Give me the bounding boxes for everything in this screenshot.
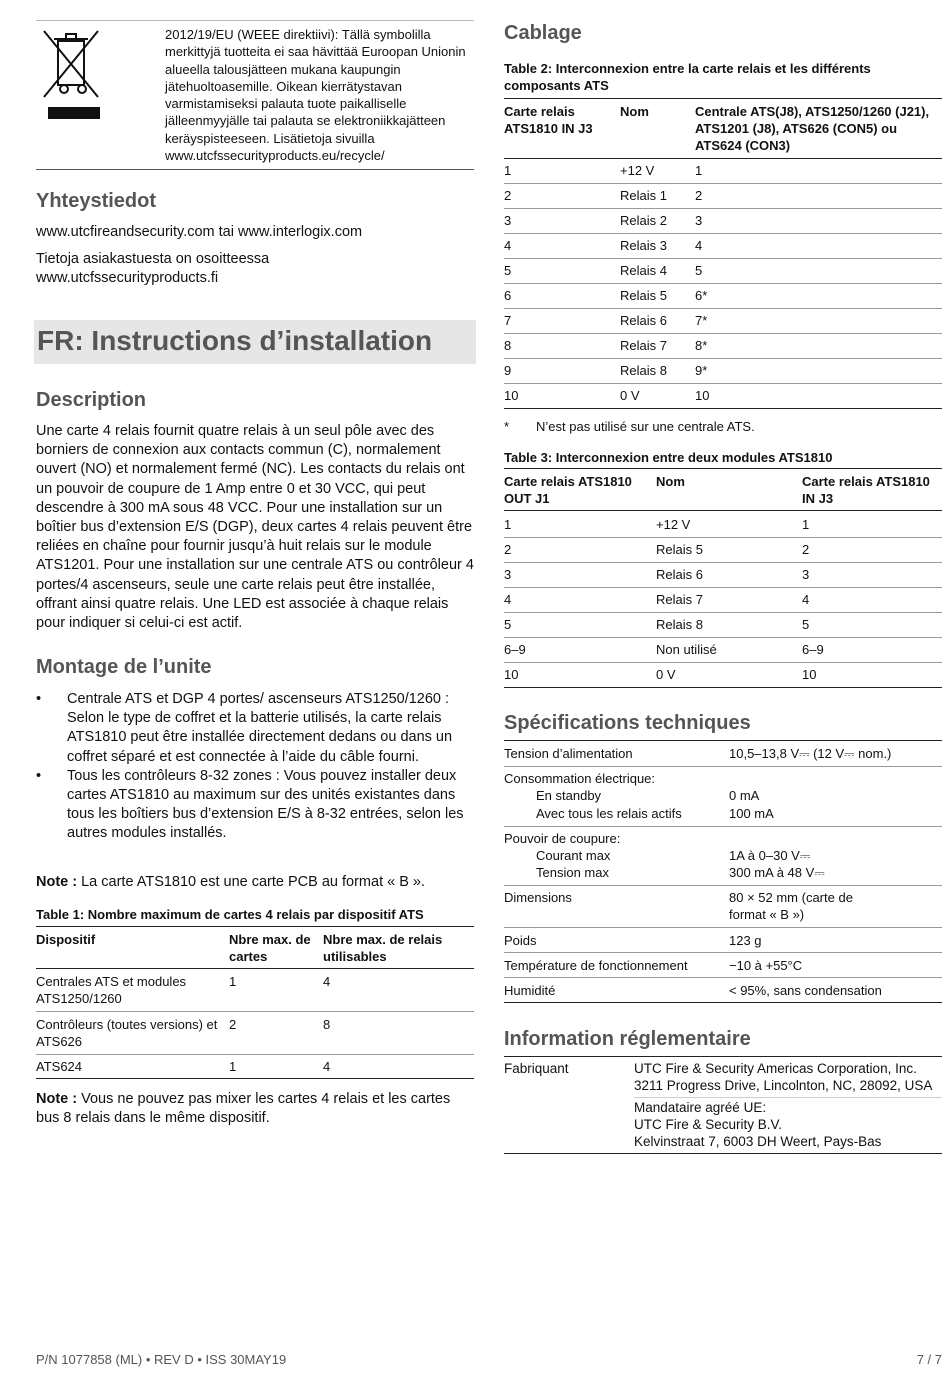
fr-title-bar <box>34 320 476 364</box>
contact-heading: Yhteystiedot <box>36 190 157 212</box>
list-item: • Centrale ATS et DGP 4 portes/ ascenseurs ATS1250/1260 : Selon le type de coffret et la batterie utilisés, la carte relais ATS1810 peut être installée directement dedans ou dans un coffret séparé et est connectée à l’aide du câble fourni. <box>36 690 468 767</box>
montage-note <box>36 873 474 892</box>
contact-support: Tietoja asiakastuesta on osoitteessa www.utcfssecurityproducts.fi <box>36 251 270 287</box>
table-cell: Relais 3 <box>620 238 667 253</box>
table-cell: 7* <box>695 313 708 328</box>
table2-header: Nom <box>620 104 649 119</box>
montage-heading: Montage de l’unite <box>36 656 212 678</box>
table-cell: 4 <box>695 238 703 253</box>
table-cell: Relais 4 <box>620 263 667 278</box>
specs-heading: Spécifications techniques <box>504 712 751 734</box>
divider <box>504 358 942 359</box>
spec-label: Humidité <box>504 983 556 998</box>
table-cell: 1 <box>802 517 810 532</box>
reg-label: Fabriquant <box>504 1061 569 1076</box>
table-cell: 2 <box>695 188 703 203</box>
divider <box>504 208 942 209</box>
divider <box>504 740 942 741</box>
table-cell: 5 <box>802 617 810 632</box>
table-cell: 2 <box>504 188 512 203</box>
table-cell: 4 <box>504 592 512 607</box>
table-cell: 9 <box>504 363 512 378</box>
table-cell: Relais 6 <box>620 313 667 328</box>
spec-label: Tension d’alimentation <box>504 746 633 761</box>
spec-label: Consommation électrique: <box>504 771 656 786</box>
table-cell: 9* <box>695 363 708 378</box>
table-cell: 1 <box>504 163 512 178</box>
divider <box>504 562 942 563</box>
table-cell: 4 <box>323 1059 331 1074</box>
table-cell: 3 <box>504 213 512 228</box>
spec-value: −10 à +55°C <box>729 958 803 973</box>
table-cell: 3 <box>504 567 512 582</box>
reg-line: 3211 Progress Drive, Lincolnton, NC, 28092, USA <box>634 1078 933 1093</box>
divider <box>504 927 942 928</box>
divider <box>504 510 942 511</box>
divider <box>504 408 942 409</box>
table3-header: Carte relais ATS1810 OUT J1 <box>504 474 632 506</box>
footer-page-number: 7 / 7 <box>916 1352 942 1367</box>
table1-note <box>36 1090 474 1128</box>
note-text: La carte ATS1810 est une carte PCB au format « B ». <box>77 874 426 890</box>
table-cell: 1 <box>229 974 237 989</box>
note-text: Vous ne pouvez pas mixer les cartes 4 relais et les cartes bus 8 relais dans le même dispositif. <box>36 1091 451 1127</box>
table-cell: 1 <box>229 1059 237 1074</box>
table-cell: 10 <box>504 388 519 403</box>
table-cell: Relais 7 <box>620 338 667 353</box>
spec-value: 80 × 52 mm (carte de format « B ») <box>729 890 853 922</box>
divider <box>504 662 942 663</box>
table-cell: 6 <box>504 288 512 303</box>
spec-sublabel: Courant max <box>536 848 611 863</box>
table-cell: Relais 5 <box>620 288 667 303</box>
spec-sublabel: En standby <box>536 788 602 803</box>
divider <box>504 333 942 334</box>
description-heading: Description <box>36 389 147 411</box>
table2-caption: Table 2: Interconnexion entre la carte relais et les différents composants ATS <box>504 61 871 93</box>
divider <box>504 587 942 588</box>
spec-value: 123 g <box>729 933 762 948</box>
table-cell: 7 <box>504 313 512 328</box>
fr-title: FR: Instructions d’installation <box>37 325 433 356</box>
table-cell: 8* <box>695 338 708 353</box>
reg-heading: Information réglementaire <box>504 1028 751 1050</box>
reg-line: Mandataire agréé UE: <box>634 1100 767 1115</box>
contact-websites: www.utcfireandsecurity.com tai www.interlogix.com <box>36 224 363 240</box>
spec-value: 10,5–13,8 V⎓ (12 V⎓ nom.) <box>729 746 892 761</box>
table-cell: 4 <box>323 974 331 989</box>
reg-line: Kelvinstraat 7, 6003 DH Weert, Pays-Bas <box>634 1134 882 1149</box>
table1-header: Dispositif <box>36 932 96 947</box>
divider <box>504 637 942 638</box>
spec-value: 0 mA <box>729 788 760 803</box>
divider <box>504 258 942 259</box>
table-cell: 8 <box>504 338 512 353</box>
divider <box>36 1054 474 1055</box>
note-label: Note : <box>36 874 78 890</box>
note-label: Note : <box>36 1091 78 1107</box>
divider <box>504 766 942 767</box>
table-cell: 2 <box>802 542 810 557</box>
description-text: Une carte 4 relais fournit quatre relais à un seul pôle avec des borniers de connexion aux contacts commun (C), normalement ouvert (NO) et normalement fermé (NC). Les contacts du relais ont un pouvoir de coupure de 1 Amp entre 0 et 30 VCC, qui peut descendre à 300 mA sous 48 VCC. Pour une installation sur un boîtier bus d’extension E/S (DGP), deux cartes 4 relais peuvent être reliées en chaîne pour fournir jusqu’à huit relais sur le module ATS1201. Pour une installation sur une centrale ATS ou contrôleur 4 portes/4 ascenseurs, seule une carte relais peut être installée, offrant ainsi quatre relais. Une LED est associée à chaque relais pour indiquer si celui-ci est actif. <box>36 423 474 632</box>
crossed-out-bin-icon <box>42 27 100 119</box>
divider <box>36 1078 474 1079</box>
divider <box>36 926 474 927</box>
table-cell: Relais 8 <box>620 363 667 378</box>
table-cell: 6* <box>695 288 708 303</box>
table3-caption: Table 3: Interconnexion entre deux modules ATS1810 <box>504 450 833 465</box>
table-cell: Centrales ATS et modules ATS1250/1260 <box>36 974 187 1006</box>
cablage-heading: Cablage <box>504 22 582 44</box>
spec-value: 100 mA <box>729 806 774 821</box>
table-cell: 3 <box>802 567 810 582</box>
spec-label: Température de fonctionnement <box>504 958 688 973</box>
table-cell: 3 <box>695 213 703 228</box>
divider <box>504 952 942 953</box>
table-cell: 10 <box>695 388 710 403</box>
divider <box>634 1097 942 1098</box>
spec-value: 300 mA à 48 V⎓ <box>729 865 825 880</box>
divider <box>504 977 942 978</box>
table-cell: 4 <box>802 592 810 607</box>
divider <box>504 826 942 827</box>
spec-value: < 95%, sans condensation <box>729 983 882 998</box>
divider <box>504 98 942 99</box>
table-cell: 6–9 <box>802 642 824 657</box>
table-cell: Relais 6 <box>656 567 703 582</box>
table-cell: Relais 2 <box>620 213 667 228</box>
divider <box>504 612 942 613</box>
table3-header: Nom <box>656 474 685 489</box>
spec-label: Poids <box>504 933 537 948</box>
reg-line: UTC Fire & Security B.V. <box>634 1117 783 1132</box>
spec-label: Pouvoir de coupure: <box>504 831 621 846</box>
table-cell: Relais 7 <box>656 592 703 607</box>
table1-header: Nbre max. de cartes <box>229 932 311 964</box>
table2-header: Carte relais ATS1810 IN J3 <box>504 104 593 136</box>
divider <box>504 1056 942 1057</box>
divider <box>504 383 942 384</box>
table2-header: Centrale ATS(J8), ATS1250/1260 (J21), ATS1201 (J8), ATS626 (CON5) ou ATS624 (CON3) <box>695 104 930 153</box>
table3-header: Carte relais ATS1810 IN J3 <box>802 474 930 506</box>
table-cell: Contrôleurs (toutes versions) et ATS626 <box>36 1017 218 1049</box>
table-cell: 0 V <box>656 667 676 682</box>
table-cell: 0 V <box>620 388 640 403</box>
table-cell: 5 <box>504 263 512 278</box>
table1-header: Nbre max. de relais utilisables <box>323 932 443 964</box>
divider <box>504 537 942 538</box>
divider <box>504 1153 942 1154</box>
table-cell: 4 <box>504 238 512 253</box>
table-cell: 1 <box>504 517 512 532</box>
table-cell: ATS624 <box>36 1059 83 1074</box>
table-cell: Relais 1 <box>620 188 667 203</box>
footnote-mark: * <box>504 419 510 434</box>
divider <box>504 283 942 284</box>
table-cell: Relais 8 <box>656 617 703 632</box>
table-cell: 2 <box>504 542 512 557</box>
weee-notice <box>36 20 474 170</box>
divider <box>36 1011 474 1012</box>
table-cell: Non utilisé <box>656 642 717 657</box>
table-cell: 10 <box>504 667 519 682</box>
divider <box>504 308 942 309</box>
table-cell: 5 <box>695 263 703 278</box>
footer-part-number: P/N 1077858 (ML) • REV D • ISS 30MAY19 <box>36 1352 287 1367</box>
table-cell: +12 V <box>656 517 691 532</box>
divider <box>504 687 942 688</box>
table-cell: 10 <box>802 667 817 682</box>
table-cell: 2 <box>229 1017 237 1032</box>
divider <box>504 233 942 234</box>
list-item: • Tous les contrôleurs 8-32 zones : Vous pouvez installer deux cartes ATS1810 au maximum sur des unités existantes dans tous les boîtiers bus d’extension E/S à 8-32 entrées, selon les autres modules installés. <box>36 767 468 844</box>
table-cell: Relais 5 <box>656 542 703 557</box>
montage-list <box>36 690 468 844</box>
table-cell: 6–9 <box>504 642 526 657</box>
spec-sublabel: Avec tous les relais actifs <box>536 806 682 821</box>
spec-value: 1A à 0–30 V⎓ <box>729 848 811 863</box>
divider <box>504 885 942 886</box>
table2-footnote: N’est pas utilisé sur une centrale ATS. <box>536 419 755 434</box>
divider <box>504 158 942 159</box>
table1-caption: Table 1: Nombre maximum de cartes 4 relais par dispositif ATS <box>36 907 424 922</box>
table-cell: 8 <box>323 1017 331 1032</box>
table-cell: 1 <box>695 163 703 178</box>
table-cell: 5 <box>504 617 512 632</box>
divider <box>36 968 474 969</box>
table-cell: +12 V <box>620 163 655 178</box>
spec-label: Dimensions <box>504 890 572 905</box>
spec-sublabel: Tension max <box>536 865 609 880</box>
reg-line: UTC Fire & Security Americas Corporation, Inc. <box>634 1061 917 1076</box>
divider <box>504 1002 942 1003</box>
divider <box>504 468 942 469</box>
divider <box>504 183 942 184</box>
weee-text: 2012/19/EU (WEEE direktiivi): Tällä symbolilla merkittyjä tuotteita ei saa hävittää Euroopan Unionin alueella talousjätteen mukana kaupungin jätehuoltoasemille. Oikean kierrätystavan varmistamiseksi palauta tuote paikalliselle jälleenmyyjälle tai palauta se elektroniikkajätteen keräyspisteeseen. Lisätietoja sivuilla www.utcfssecurityproducts.eu/recycle/ <box>165 27 466 164</box>
